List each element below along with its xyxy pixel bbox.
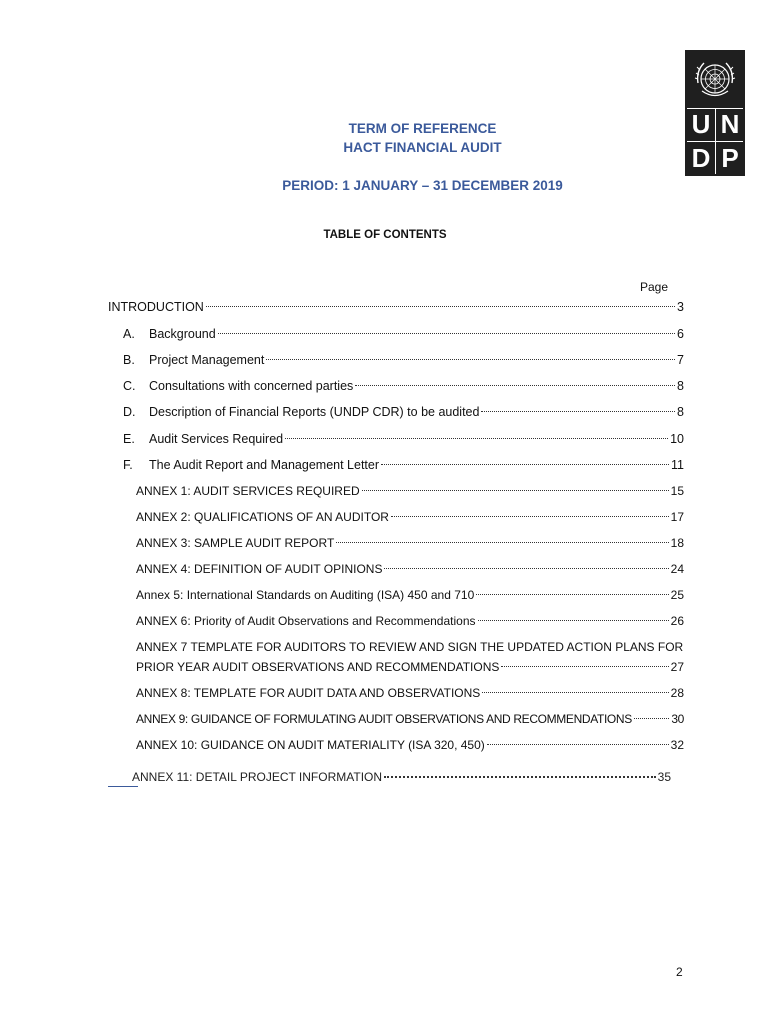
toc-entry-page: 15 bbox=[670, 484, 684, 498]
toc-entry-label: The Audit Report and Management Letter bbox=[149, 458, 380, 472]
toc-leader bbox=[206, 306, 675, 307]
toc-entry-label: Background bbox=[149, 327, 216, 341]
toc-entry-number: E. bbox=[123, 432, 135, 446]
toc-entry-introduction[interactable] bbox=[108, 298, 684, 316]
toc-entry-financial-reports[interactable] bbox=[123, 403, 684, 421]
toc-entry-page: 25 bbox=[670, 588, 684, 602]
toc-entry-page: 27 bbox=[670, 660, 684, 674]
toc-entry-label: ANNEX 10: GUIDANCE ON AUDIT MATERIALITY (ISA 320, 450) bbox=[136, 738, 485, 752]
toc-entry-label: PRIOR YEAR AUDIT OBSERVATIONS AND RECOMMENDATIONS bbox=[136, 660, 500, 674]
toc-entry-background[interactable] bbox=[123, 325, 684, 343]
toc-leader bbox=[384, 776, 656, 778]
toc-entry-page: 35 bbox=[657, 770, 671, 784]
audit-period: PERIOD: 1 JANUARY – 31 DECEMBER 2019 bbox=[282, 178, 563, 193]
logo-letter-u: U bbox=[691, 109, 711, 139]
toc-entry-annex-11[interactable] bbox=[132, 768, 671, 786]
toc-entry-label: ANNEX 8: TEMPLATE FOR AUDIT DATA AND OBSERVATIONS bbox=[136, 686, 481, 700]
toc-entry-page: 24 bbox=[670, 562, 684, 576]
toc-entry-page: 30 bbox=[671, 712, 684, 726]
page-number: 2 bbox=[676, 965, 683, 979]
toc-entry-audit-services[interactable] bbox=[123, 430, 684, 448]
un-emblem-icon bbox=[688, 53, 742, 107]
toc-heading: TABLE OF CONTENTS bbox=[323, 229, 447, 241]
toc-entry-annex-5[interactable] bbox=[136, 586, 684, 604]
toc-entry-consultations[interactable] bbox=[123, 377, 684, 395]
toc-entry-label: ANNEX 6: Priority of Audit Observations and Recommendations bbox=[136, 614, 476, 628]
toc-leader bbox=[634, 718, 669, 719]
toc-entry-number: F. bbox=[123, 458, 133, 472]
toc-entry-number: B. bbox=[123, 353, 135, 367]
toc-leader bbox=[381, 464, 669, 465]
toc-entry-label: ANNEX 9: GUIDANCE OF FORMULATING AUDIT OBSERVATIONS AND RECOMMENDATIONS bbox=[136, 712, 632, 726]
toc-entry-annex-1[interactable] bbox=[136, 482, 684, 500]
toc-entry-page: 7 bbox=[677, 353, 684, 367]
toc-leader bbox=[285, 438, 668, 439]
toc-entry-project-management[interactable] bbox=[123, 351, 684, 369]
toc-entry-label: ANNEX 4: DEFINITION OF AUDIT OPINIONS bbox=[136, 562, 383, 576]
toc-entry-annex-7-line1[interactable]: ANNEX 7 TEMPLATE FOR AUDITORS TO REVIEW AND SIGN THE UPDATED ACTION PLANS FOR bbox=[136, 640, 684, 654]
toc-leader bbox=[218, 333, 675, 334]
toc-leader bbox=[501, 666, 668, 667]
toc-entry-page: 26 bbox=[670, 614, 684, 628]
toc-entry-number: D. bbox=[123, 405, 136, 419]
toc-entry-page: 11 bbox=[671, 458, 684, 472]
toc-entry-label: Project Management bbox=[149, 353, 265, 367]
toc-entry-label: Audit Services Required bbox=[149, 432, 284, 446]
toc-entry-label: INTRODUCTION bbox=[108, 300, 204, 314]
toc-leader bbox=[384, 568, 668, 569]
toc-entry-annex-6[interactable] bbox=[136, 612, 684, 630]
toc-entry-label: Annex 5: International Standards on Auditing (ISA) 450 and 710 bbox=[136, 588, 475, 602]
toc-entry-number: C. bbox=[123, 379, 136, 393]
toc-entry-page: 3 bbox=[677, 300, 684, 314]
toc-leader bbox=[487, 744, 669, 745]
toc-leader bbox=[476, 594, 668, 595]
toc-entry-page: 10 bbox=[670, 432, 684, 446]
toc-entry-label: Consultations with concerned parties bbox=[149, 379, 354, 393]
logo-letter-p: P bbox=[721, 143, 739, 173]
toc-entry-page: 17 bbox=[670, 510, 684, 524]
toc-leader bbox=[266, 359, 675, 360]
toc-entry-audit-report[interactable] bbox=[123, 456, 684, 474]
logo-letter-d: D bbox=[691, 143, 711, 173]
logo-letter-n: N bbox=[720, 109, 740, 139]
toc-leader bbox=[336, 542, 668, 543]
toc-entry-annex-9[interactable] bbox=[136, 710, 684, 728]
toc-entry-label: ANNEX 3: SAMPLE AUDIT REPORT bbox=[136, 536, 335, 550]
toc-entry-page: 6 bbox=[677, 327, 684, 341]
toc-entry-annex-10[interactable] bbox=[136, 736, 684, 754]
doc-subtitle: HACT FINANCIAL AUDIT bbox=[343, 140, 502, 155]
toc-leader bbox=[478, 620, 669, 621]
toc-entry-annex-2[interactable] bbox=[136, 508, 684, 526]
annex-11-underline bbox=[108, 786, 138, 787]
toc-entry-annex-4[interactable] bbox=[136, 560, 684, 578]
toc-entry-annex-7[interactable] bbox=[136, 658, 684, 676]
toc-leader bbox=[391, 516, 669, 517]
toc-entry-page: 28 bbox=[670, 686, 684, 700]
toc-entry-number: A. bbox=[123, 327, 135, 341]
toc-entry-label: ANNEX 2: QUALIFICATIONS OF AN AUDITOR bbox=[136, 510, 389, 524]
toc-entry-label: ANNEX 11: DETAIL PROJECT INFORMATION bbox=[132, 770, 383, 784]
doc-title: TERM OF REFERENCE bbox=[348, 121, 497, 136]
toc-leader bbox=[482, 692, 668, 693]
toc-entry-annex-8[interactable] bbox=[136, 684, 684, 702]
toc-entry-page: 8 bbox=[677, 405, 684, 419]
toc-page-column-label: Page bbox=[640, 280, 669, 294]
toc-entry-page: 18 bbox=[670, 536, 684, 550]
toc-entry-annex-3[interactable] bbox=[136, 534, 684, 552]
toc-entry-page: 8 bbox=[677, 379, 684, 393]
toc-leader bbox=[481, 411, 675, 412]
toc-entry-label: ANNEX 1: AUDIT SERVICES REQUIRED bbox=[136, 484, 360, 498]
toc-entry-label: Description of Financial Reports (UNDP CDR) to be audited bbox=[149, 405, 480, 419]
toc-leader bbox=[355, 385, 675, 386]
undp-logo bbox=[685, 50, 745, 176]
toc-entry-page: 32 bbox=[670, 738, 684, 752]
toc-leader bbox=[362, 490, 669, 491]
